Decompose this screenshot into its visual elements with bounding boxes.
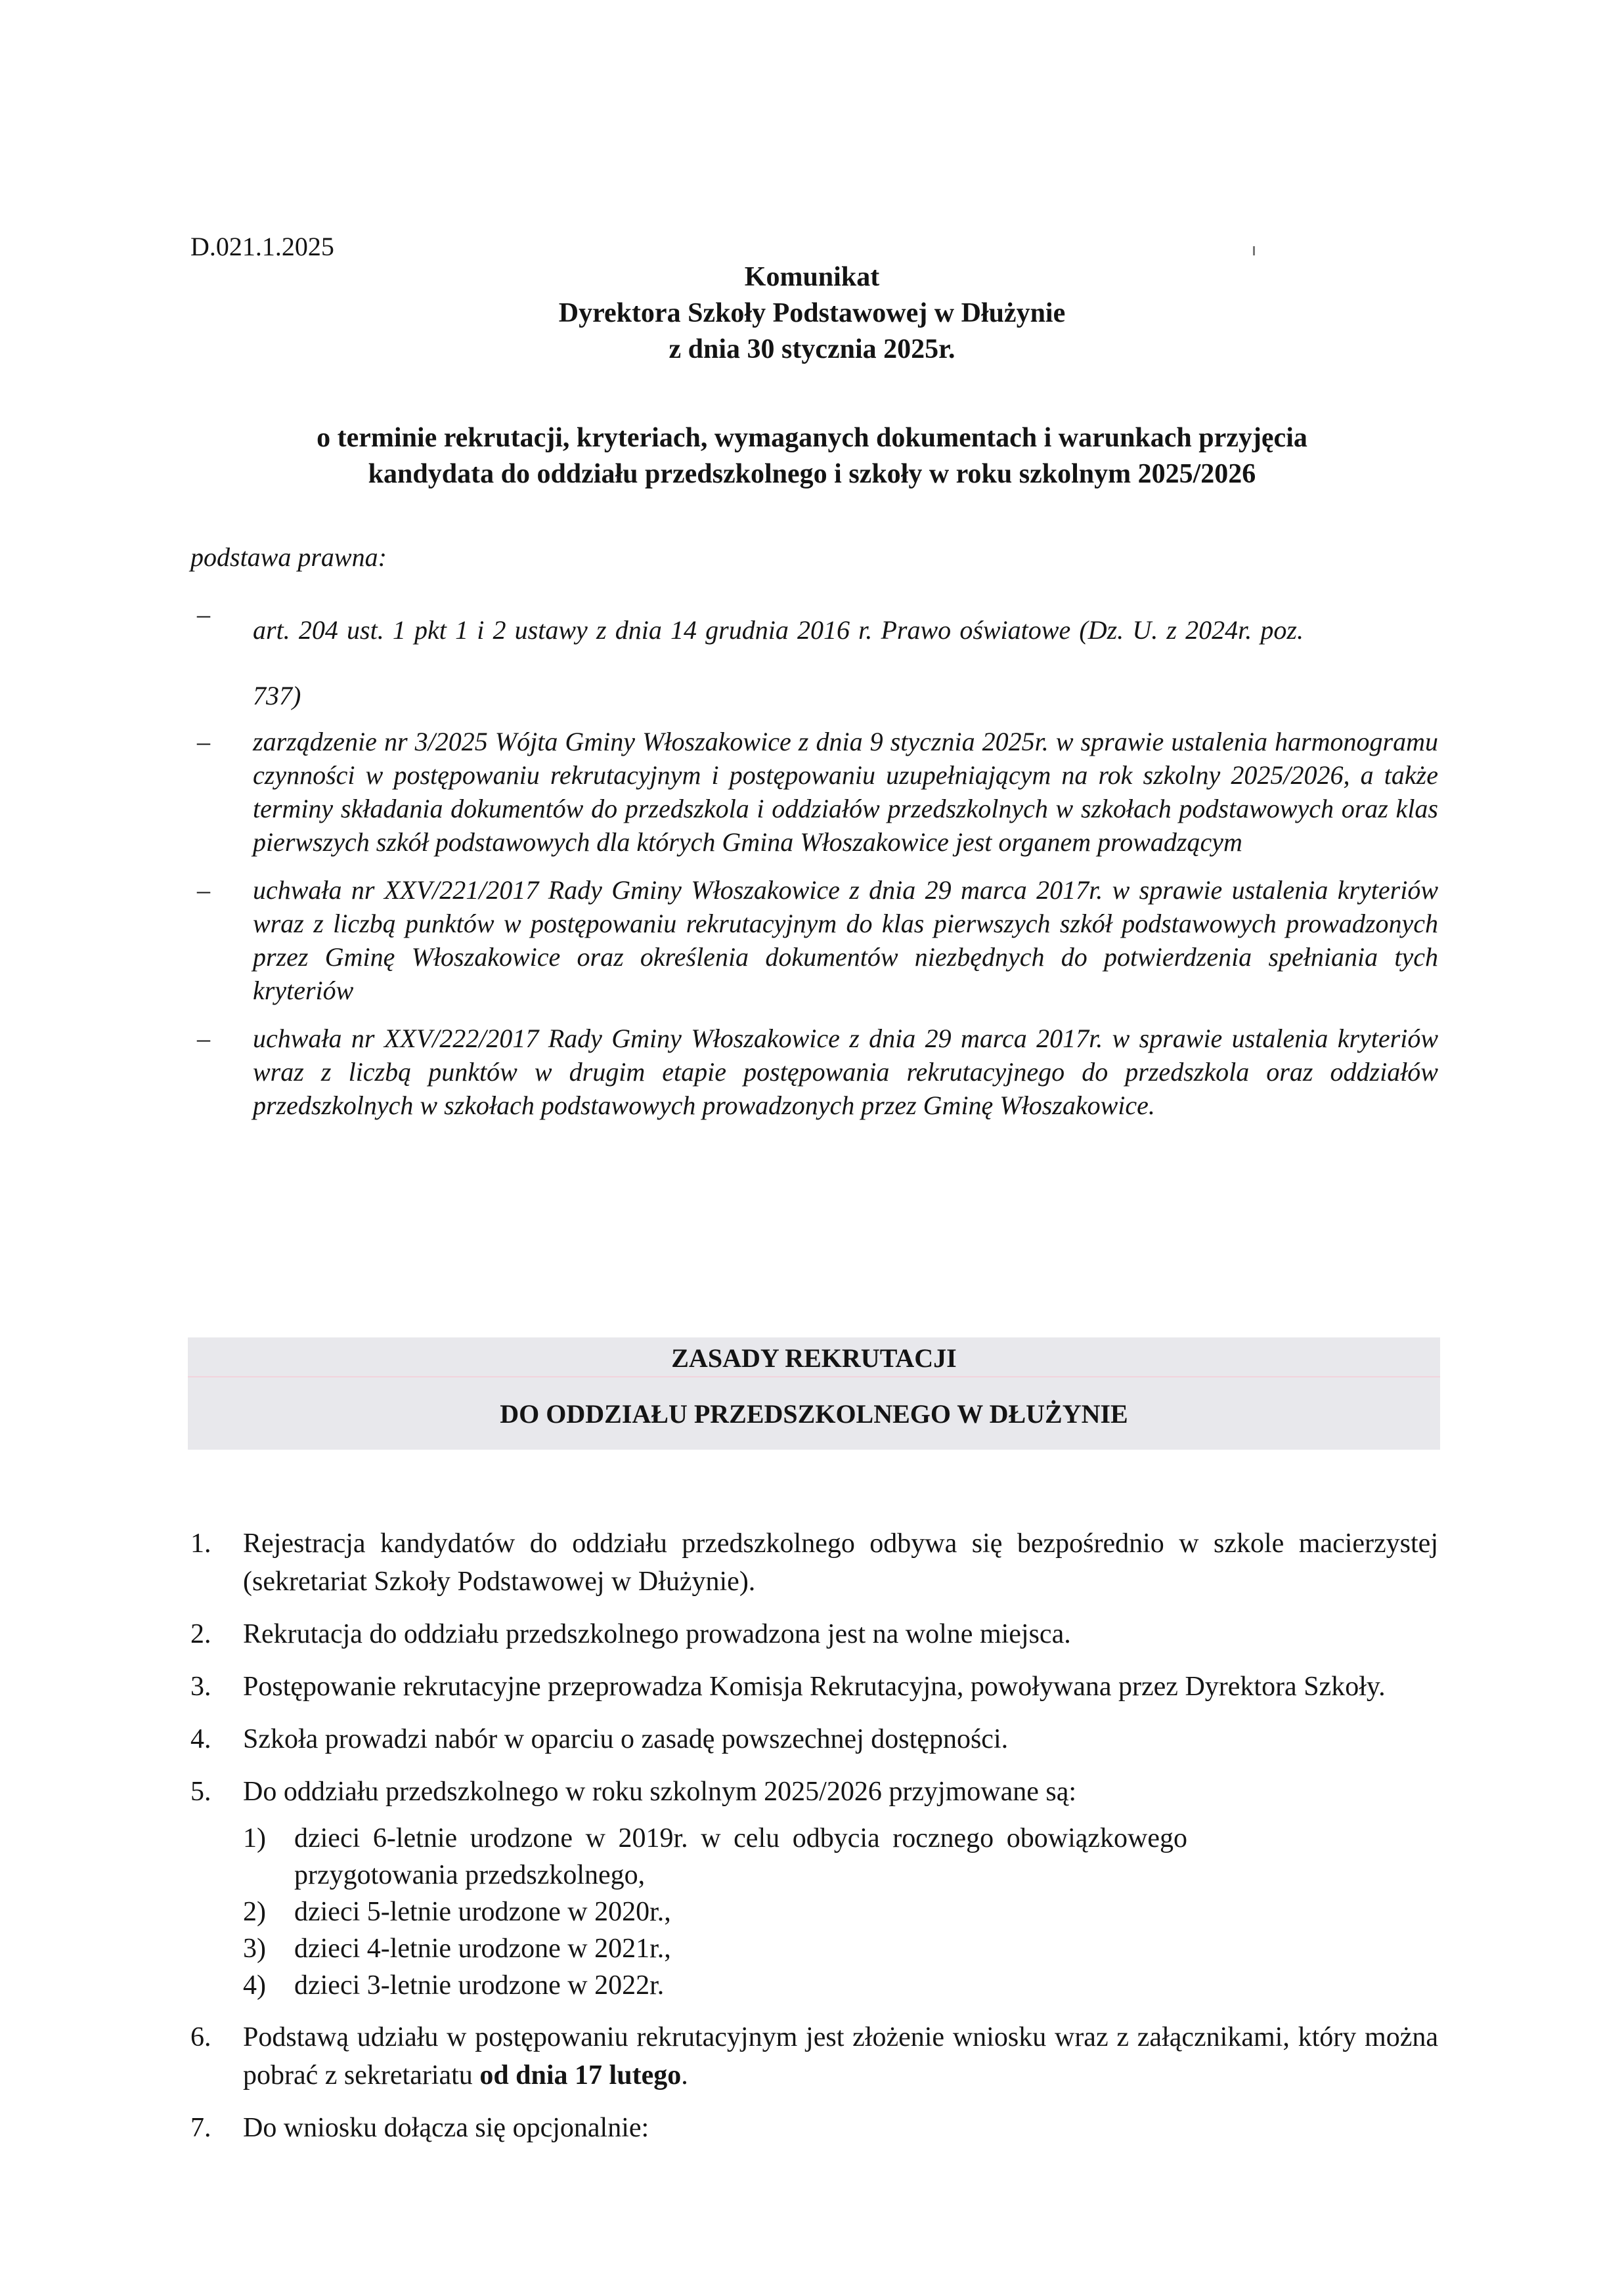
recruitment-rules-list (190, 1525, 1438, 2161)
admitted-children-list (243, 1820, 1438, 2004)
rule-number: 6. (190, 2022, 211, 2052)
rule-item (190, 2018, 1438, 2094)
dash-marker: – (197, 599, 210, 629)
dash-marker: – (197, 727, 210, 756)
title-line: Komunikat (744, 262, 880, 292)
sub-item (243, 1894, 1438, 1930)
section-heading-line1: ZASADY REKRUTACJI (671, 1343, 957, 1373)
rule-text: Postępowanie rekrutacyjne przeprowadza Komisja Rekrutacyjna, powoływana przez Dyrektora Szkoły. (243, 1672, 1386, 1702)
scan-artifact-line (188, 1376, 1440, 1377)
title-line: z dnia 30 stycznia 2025r. (669, 334, 955, 364)
rule-text: Rejestracja kandydatów do oddziału przedszkolnego odbywa się bezpośrednio w szkole macierzystej (sekretariat Szkoły Podstawowej w Dłużynie). (243, 1528, 1438, 1597)
legal-basis-text: uchwała nr XXV/221/2017 Rady Gminy Włoszakowice z dnia 29 marca 2017r. w sprawie ustalenia kryteriów wraz z liczbą punktów w postępowaniu rekrutacyjnym do klas pierwszych szkół podstawowych prowadzonych przez Gminę Włoszakowice oraz określenia dokumentów niezbędnych do potwierdzenia spełniania tych kryteriów (253, 875, 1438, 1005)
legal-basis-text: zarządzenie nr 3/2025 Wójta Gminy Włoszakowice z dnia 9 stycznia 2025r. w sprawie ustalenia harmonogramu czynności w postępowaniu rekrutacyjnym i postępowaniu uzupełniającym na rok szkolny 2025/2026, a także terminy składania dokumentów do przedszkola i oddziałów przedszkolnych w szkołach podstawowych oraz klas pierwszych szkół podstawowych dla których Gmina Włoszakowice jest organem prowadzącym (253, 727, 1438, 857)
sub-item (243, 1820, 1187, 1894)
rule-item (190, 1773, 1438, 2004)
legal-basis-item (190, 873, 1438, 1007)
rule-item (190, 2109, 1438, 2147)
rule-item (190, 1615, 1438, 1653)
dash-marker: – (197, 875, 210, 905)
sub-item-number: 4) (243, 1970, 266, 2001)
rule-item (190, 1525, 1438, 1601)
rule-number: 5. (190, 1777, 211, 1807)
document-subtitle (0, 420, 1624, 492)
legal-basis-list (190, 599, 1438, 1122)
legal-basis-text: uchwała nr XXV/222/2017 Rady Gminy Włoszakowice z dnia 29 marca 2017r. w sprawie ustalenia kryteriów wraz z liczbą punktów w drugim etapie postępowania rekrutacyjnego do przedszkola oraz oddziałów przedszkolnych w szkołach podstawowych prowadzonych przez Gminę Włoszakowice. (253, 1024, 1438, 1120)
document-signature: D.021.1.2025 (190, 232, 334, 261)
rule-text-end: . (681, 2060, 688, 2090)
sub-item-text: dzieci 5-letnie urodzone w 2020r., (294, 1897, 671, 1927)
rule-text: Do wniosku dołącza się opcjonalnie: (243, 2113, 649, 2143)
rule-text: Szkoła prowadzi nabór w oparciu o zasadę powszechnej dostępności. (243, 1724, 1009, 1754)
rule-text-emphasis: od dnia 17 lutego (479, 2060, 682, 2090)
legal-basis-item (190, 1022, 1438, 1122)
rule-item (190, 1720, 1438, 1758)
legal-basis-text: art. 204 ust. 1 pkt 1 i 2 ustawy z dnia 14 grudnia 2016 r. Prawo oświatowe (Dz. U. z 2024r. poz. 737) (253, 615, 1304, 710)
dash-marker: – (197, 1024, 210, 1053)
section-heading-line2: DO ODDZIAŁU PRZEDSZKOLNEGO W DŁUŻYNIE (500, 1399, 1128, 1429)
subtitle-line: o terminie rekrutacji, kryteriach, wymaganych dokumentach i warunkach przyjęcia (317, 423, 1307, 453)
rule-number: 2. (190, 1619, 211, 1649)
sub-item-text: dzieci 4-letnie urodzone w 2021r., (294, 1934, 671, 1964)
legal-basis-item (190, 725, 1438, 859)
rule-number: 7. (190, 2113, 211, 2143)
sub-item (243, 1930, 1438, 1967)
sub-item-text: dzieci 3-letnie urodzone w 2022r. (294, 1970, 665, 2001)
rule-text: Rekrutacja do oddziału przedszkolnego prowadzona jest na wolne miejsca. (243, 1619, 1071, 1649)
sub-item-number: 1) (243, 1823, 266, 1853)
rule-number: 1. (190, 1528, 211, 1559)
rule-number: 3. (190, 1672, 211, 1702)
sub-item-number: 3) (243, 1934, 266, 1964)
subtitle-line: kandydata do oddziału przedszkolnego i szkoły w roku szkolnym 2025/2026 (368, 459, 1256, 489)
scan-mark (1253, 246, 1255, 255)
document-title (0, 259, 1624, 368)
legal-basis-item (190, 597, 1438, 729)
sub-item (243, 1967, 1438, 2004)
title-line: Dyrektora Szkoły Podstawowej w Dłużynie (558, 298, 1066, 328)
sub-item-number: 2) (243, 1897, 266, 1927)
sub-item-text: dzieci 6-letnie urodzone w 2019r. w celu odbycia rocznego obowiązkowego przygotowania przedszkolnego, (294, 1823, 1187, 1890)
legal-basis-label: podstawa prawna: (190, 542, 387, 572)
rule-item (190, 1668, 1438, 1706)
rule-number: 4. (190, 1724, 211, 1754)
rule-text: Podstawą udziału w postępowaniu rekrutacyjnym jest złożenie wniosku wraz z załącznikami, który można pobrać z sekretariatu (243, 2022, 1438, 2090)
rule-text: Do oddziału przedszkolnego w roku szkolnym 2025/2026 przyjmowane są: (243, 1777, 1077, 1807)
